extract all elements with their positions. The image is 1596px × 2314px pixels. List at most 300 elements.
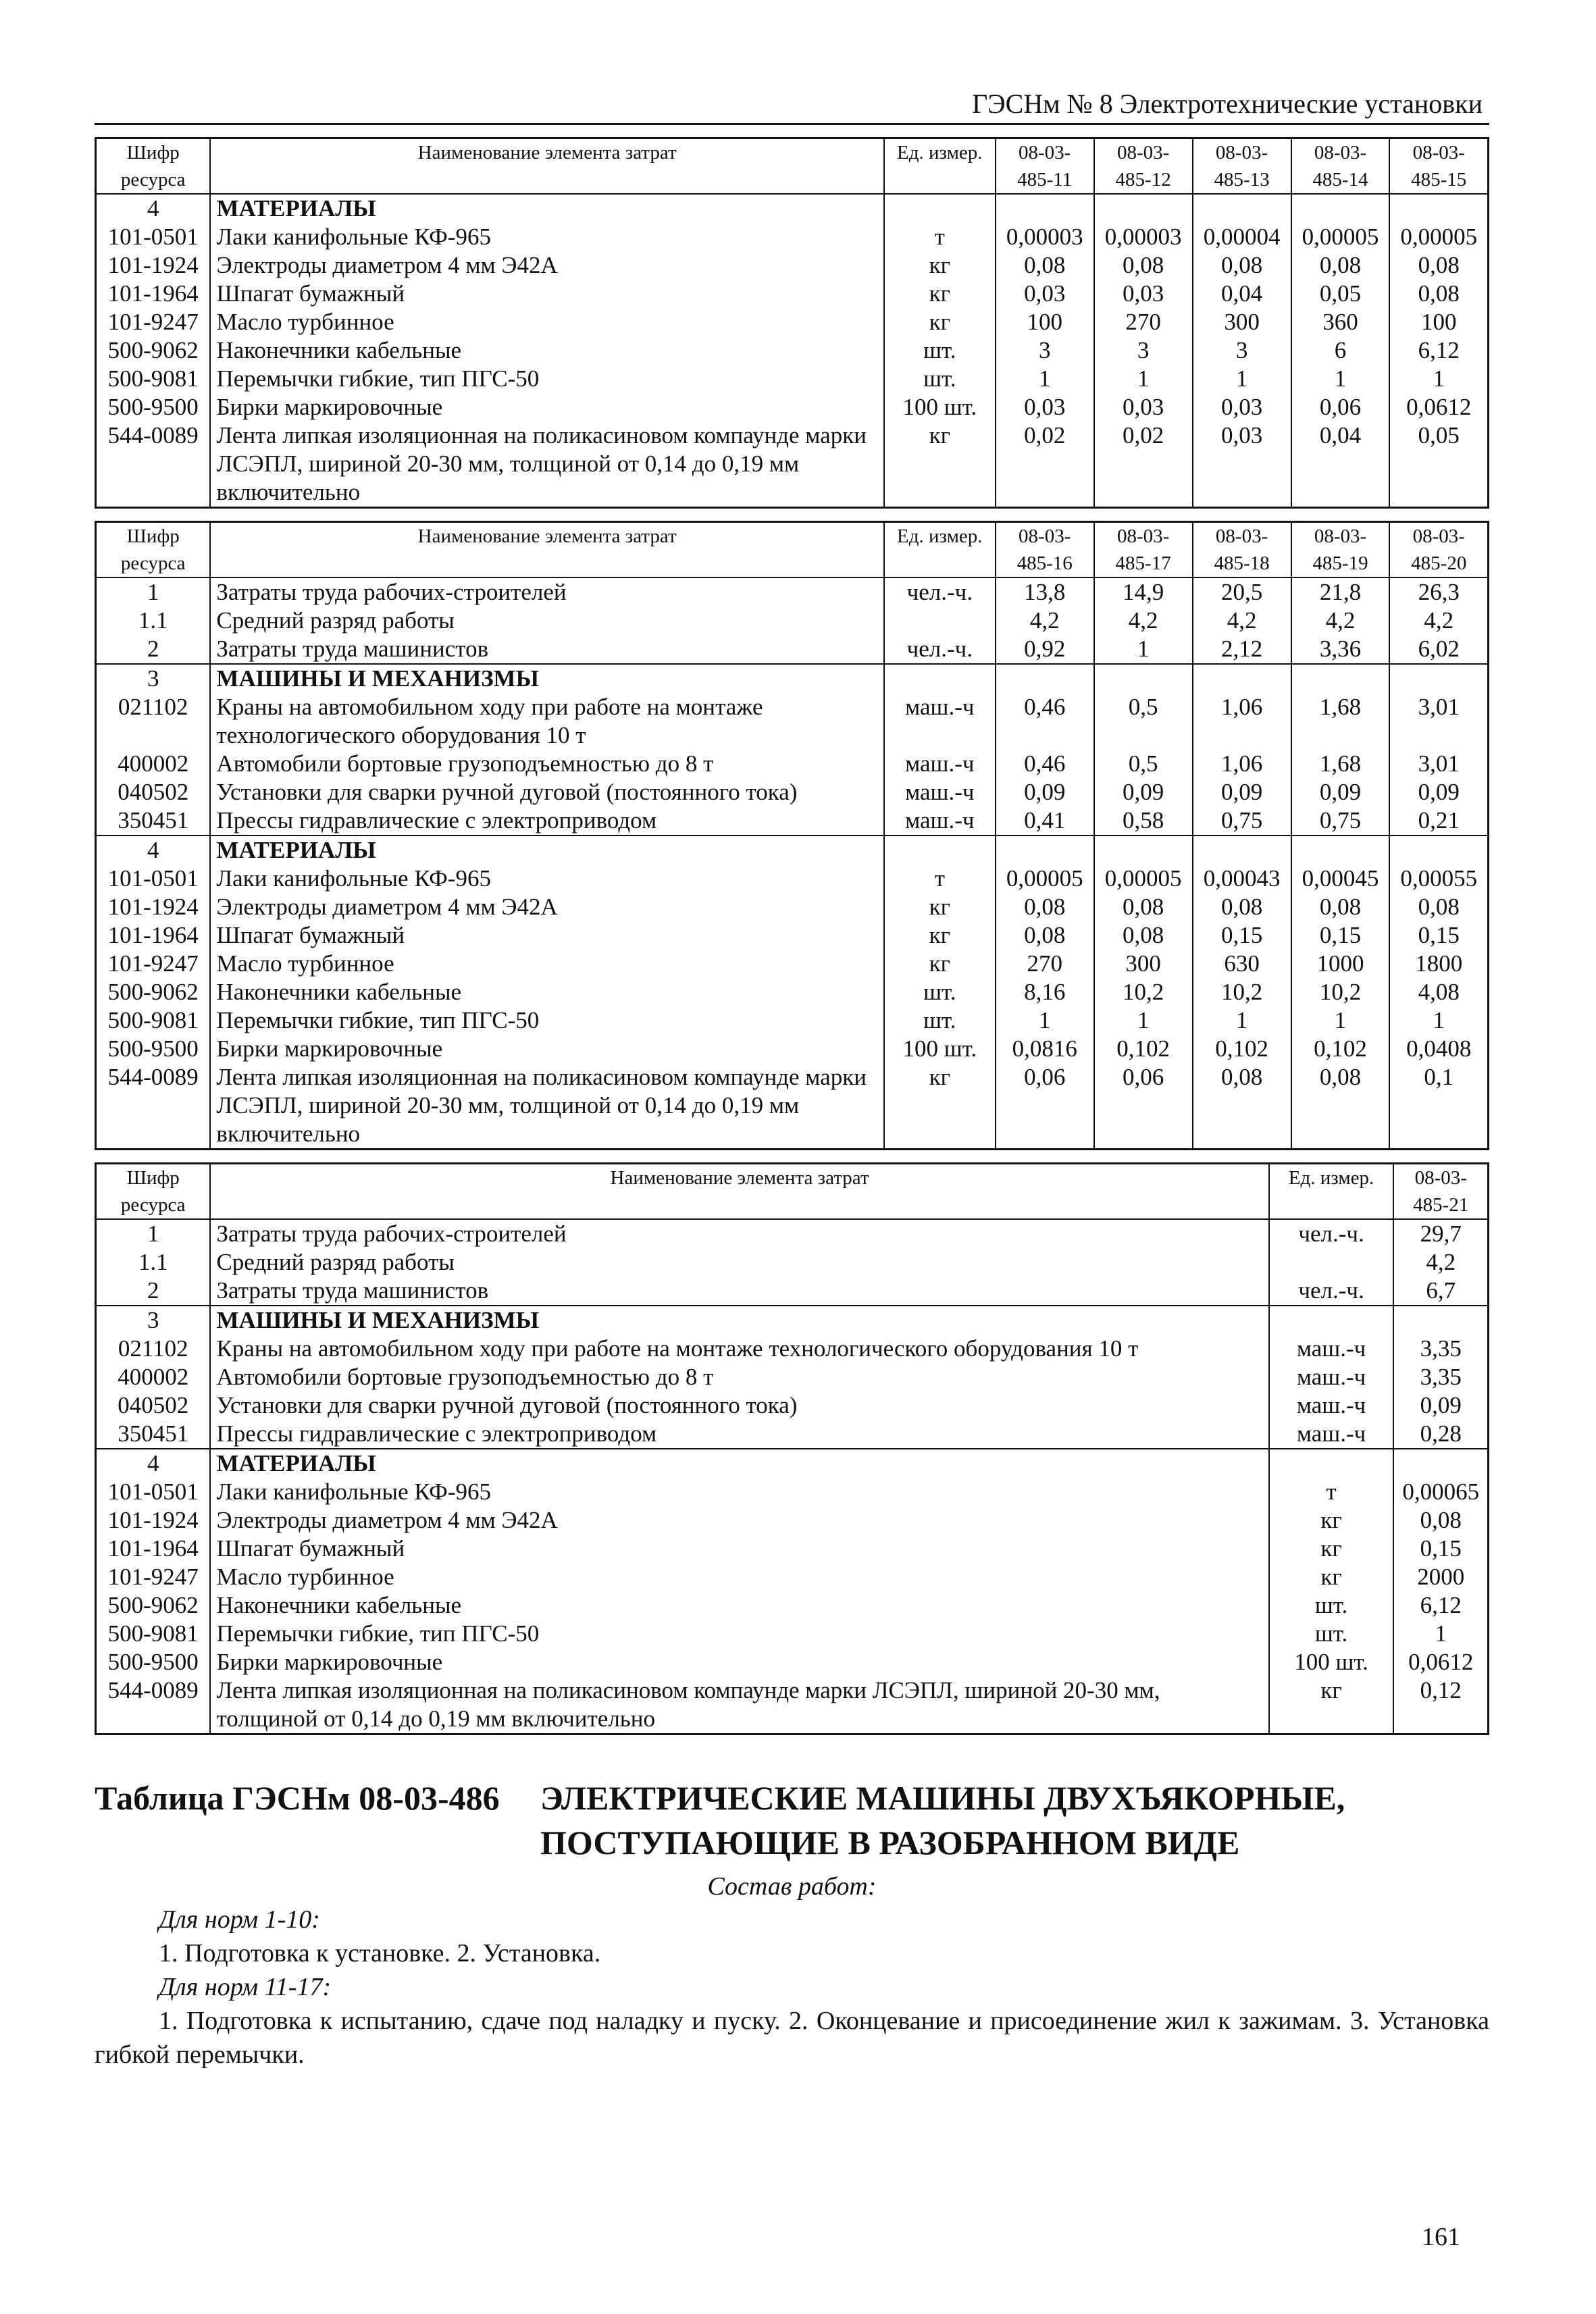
table-row [96, 693, 1489, 750]
table-row [96, 223, 1489, 251]
resource-unit [884, 835, 996, 865]
resource-unit [1269, 1306, 1394, 1335]
resource-unit: маш.-ч [1269, 1363, 1394, 1391]
resource-name: МАШИНЫ И МЕХАНИЗМЫ [210, 1306, 1268, 1335]
resource-code: 1.1 [96, 1248, 211, 1277]
resource-code: 101-1964 [96, 280, 211, 308]
resource-code: 400002 [96, 750, 211, 778]
norm-value: 0,04 [1291, 421, 1390, 508]
norm-value: 0,41 [996, 806, 1094, 835]
norm-value: 0,08 [1291, 1063, 1390, 1150]
resource-unit: чел.-ч. [1269, 1219, 1394, 1248]
resource-unit: чел.-ч. [884, 577, 996, 607]
norm-value: 100 [996, 308, 1094, 336]
norm-value [1193, 664, 1291, 693]
norm-value: 300 [1193, 308, 1291, 336]
norm-value [1393, 1449, 1488, 1478]
norm-value: 0,09 [1291, 778, 1390, 806]
header-name: Наименование элемента затрат [210, 522, 883, 578]
norm-value: 1 [996, 365, 1094, 393]
norm-value: 1,68 [1291, 693, 1390, 750]
resource-name: Бирки маркировочные [210, 1648, 1268, 1676]
norm-value: 20,5 [1193, 577, 1291, 607]
norm-value: 13,8 [996, 577, 1094, 607]
header-norm-code: 08-03-485-19 [1291, 522, 1390, 578]
resource-unit: кг [1269, 1676, 1394, 1734]
norm-value: 0,08 [1393, 1506, 1488, 1535]
norm-value: 1 [1389, 365, 1488, 393]
header-code: Шифр ресурса [96, 138, 211, 195]
resource-code: 021102 [96, 1335, 211, 1363]
resource-name: Лаки канифольные КФ-965 [210, 223, 883, 251]
resource-unit: 100 шт. [884, 1035, 996, 1063]
resource-code: 1 [96, 1219, 211, 1248]
table-row [96, 280, 1489, 308]
norm-value [1389, 664, 1488, 693]
norm-value: 0,00005 [1389, 223, 1488, 251]
resource-name: Лаки канифольные КФ-965 [210, 865, 883, 893]
norm-value: 10,2 [1094, 978, 1193, 1006]
header-norm-code: 08-03-485-13 [1193, 138, 1291, 195]
table-row [96, 251, 1489, 280]
resource-unit [1269, 1248, 1394, 1277]
norm-value [1389, 835, 1488, 865]
norm-value: 0,00005 [1094, 865, 1193, 893]
section-row [96, 1449, 1489, 1478]
norm-value: 6,7 [1393, 1277, 1488, 1306]
norm-value: 0,0612 [1389, 393, 1488, 421]
section-row [96, 835, 1489, 865]
norm-value: 0,08 [1291, 893, 1390, 921]
norm-heading-1: Для норм 1-10: [159, 1905, 320, 1934]
norm-value: 4,2 [1094, 607, 1193, 635]
section-row [96, 1306, 1489, 1335]
table-row [96, 806, 1489, 835]
norm-value: 0,102 [1193, 1035, 1291, 1063]
resource-name: Бирки маркировочные [210, 393, 883, 421]
resource-name: Лента липкая изоляционная на поликасиновом компаунде марки ЛСЭПЛ, шириной 20-30 мм, толщиной от 0,14 до 0,19 мм включительно [210, 1063, 883, 1150]
norm-value: 0,102 [1291, 1035, 1390, 1063]
norm-value [1094, 835, 1193, 865]
norm-value: 1 [1393, 1620, 1488, 1648]
resource-name: Лента липкая изоляционная на поликасиновом компаунде марки ЛСЭПЛ, шириной 20-30 мм, толщиной от 0,14 до 0,19 мм включительно [210, 1676, 1268, 1734]
resource-code: 101-1964 [96, 1535, 211, 1563]
norm-value: 0,21 [1389, 806, 1488, 835]
norm-value: 0,08 [1094, 893, 1193, 921]
norm-value: 0,15 [1389, 921, 1488, 950]
resource-name: Перемычки гибкие, тип ПГС-50 [210, 1620, 1268, 1648]
resource-code: 1 [96, 577, 211, 607]
norm-value: 0,05 [1291, 280, 1390, 308]
resource-code: 101-1924 [96, 893, 211, 921]
table-row [96, 421, 1489, 508]
header-norm-code: 08-03-485-15 [1389, 138, 1488, 195]
resource-name: Шпагат бумажный [210, 280, 883, 308]
table-header-row [96, 522, 1489, 578]
norm-value: 1,06 [1193, 750, 1291, 778]
norm-value: 0,08 [1389, 280, 1488, 308]
norm-value: 0,09 [1393, 1391, 1488, 1420]
resource-name: Наконечники кабельные [210, 336, 883, 365]
norm-value: 1 [1291, 365, 1390, 393]
norm-value: 0,46 [996, 693, 1094, 750]
resource-unit: кг [884, 921, 996, 950]
resource-name: Перемычки гибкие, тип ПГС-50 [210, 1006, 883, 1035]
norm-value: 0,03 [1193, 393, 1291, 421]
header-code: Шифр ресурса [96, 1164, 211, 1220]
resource-unit: маш.-ч [1269, 1420, 1394, 1449]
table-row [96, 1219, 1489, 1248]
norm-value: 6 [1291, 336, 1390, 365]
norm-value: 0,08 [1193, 893, 1291, 921]
resource-code: 101-1924 [96, 251, 211, 280]
resource-code: 101-1924 [96, 1506, 211, 1535]
norm-value: 0,08 [996, 251, 1094, 280]
resource-code: 544-0089 [96, 1063, 211, 1150]
norm-value: 0,03 [1193, 421, 1291, 508]
resource-code: 2 [96, 1277, 211, 1306]
section-row [96, 194, 1489, 223]
norm-value: 360 [1291, 308, 1390, 336]
norm-value: 0,15 [1193, 921, 1291, 950]
norm-value: 0,5 [1094, 750, 1193, 778]
resource-code: 500-9500 [96, 393, 211, 421]
norm-value: 0,08 [1094, 921, 1193, 950]
resource-code: 3 [96, 664, 211, 693]
norm-value [1094, 194, 1193, 223]
resource-unit: кг [884, 1063, 996, 1150]
resource-code: 500-9062 [96, 1591, 211, 1620]
norm-value: 0,03 [996, 393, 1094, 421]
resource-name: Бирки маркировочные [210, 1035, 883, 1063]
norm-value: 0,00003 [1094, 223, 1193, 251]
table-row [96, 1391, 1489, 1420]
norm-value: 29,7 [1393, 1219, 1488, 1248]
norm-value [1389, 194, 1488, 223]
resource-code: 4 [96, 194, 211, 223]
resource-name: Электроды диаметром 4 мм Э42А [210, 1506, 1268, 1535]
resource-code: 350451 [96, 1420, 211, 1449]
norm-value: 0,00065 [1393, 1478, 1488, 1506]
norm-value: 0,03 [996, 280, 1094, 308]
header-norm-code: 08-03-485-20 [1389, 522, 1488, 578]
header-norm-code: 08-03-485-21 [1393, 1164, 1488, 1220]
table-row [96, 308, 1489, 336]
norm-value: 0,02 [1094, 421, 1193, 508]
norm-value: 0,00004 [1193, 223, 1291, 251]
resource-name: Средний разряд работы [210, 607, 883, 635]
norm-value: 0,08 [1193, 251, 1291, 280]
resource-name: МАТЕРИАЛЫ [210, 835, 883, 865]
resource-unit [884, 607, 996, 635]
norm-value: 0,00045 [1291, 865, 1390, 893]
document-page [95, 88, 1489, 2072]
resource-unit: чел.-ч. [1269, 1277, 1394, 1306]
resource-code: 350451 [96, 806, 211, 835]
resource-name: Автомобили бортовые грузоподъемностью до 8 т [210, 1363, 1268, 1391]
norm-value: 0,03 [1094, 393, 1193, 421]
norm-value: 2,12 [1193, 635, 1291, 664]
norm-value: 0,06 [996, 1063, 1094, 1150]
resource-name: Наконечники кабельные [210, 1591, 1268, 1620]
norm-value: 0,12 [1393, 1676, 1488, 1734]
table-row [96, 921, 1489, 950]
table-row [96, 778, 1489, 806]
norm-value: 0,15 [1393, 1535, 1488, 1563]
table-row [96, 1248, 1489, 1277]
resource-unit: т [884, 223, 996, 251]
running-header: ГЭСНм № 8 Электротехнические установки [95, 88, 1489, 125]
norm-value: 4,08 [1389, 978, 1488, 1006]
resource-unit: шт. [1269, 1591, 1394, 1620]
table-row [96, 1535, 1489, 1563]
norm-value: 3 [996, 336, 1094, 365]
norm-value: 0,15 [1291, 921, 1390, 950]
norm-value: 0,5 [1094, 693, 1193, 750]
resource-unit: маш.-ч [884, 693, 996, 750]
norm-value: 0,00005 [996, 865, 1094, 893]
resource-unit: шт. [884, 1006, 996, 1035]
norm-value: 270 [1094, 308, 1193, 336]
resource-unit: кг [884, 950, 996, 978]
resource-unit: маш.-ч [884, 750, 996, 778]
table-heading [95, 1776, 1489, 1865]
resource-unit: шт. [884, 365, 996, 393]
resource-unit: шт. [1269, 1620, 1394, 1648]
section-row [96, 664, 1489, 693]
norm-value: 0,06 [1094, 1063, 1193, 1150]
norm-value: 4,2 [1291, 607, 1390, 635]
header-norm-code: 08-03-485-12 [1094, 138, 1193, 195]
norm-value [1094, 664, 1193, 693]
resource-unit [884, 664, 996, 693]
norm-value [996, 835, 1094, 865]
norm-value: 1 [1291, 1006, 1390, 1035]
resource-name: Прессы гидравлические с электроприводом [210, 1420, 1268, 1449]
header-norm-code: 08-03-485-18 [1193, 522, 1291, 578]
resource-name: Электроды диаметром 4 мм Э42А [210, 893, 883, 921]
table-row [96, 1420, 1489, 1449]
norm-value [1193, 835, 1291, 865]
norm-text-2: 1. Подготовка к испытанию, сдаче под наладку и пуску. 2. Оконцевание и присоединение жил к зажимам. 3. Установка гибкой перемычки. [95, 2007, 1489, 2069]
norm-value: 1 [996, 1006, 1094, 1035]
norm-value: 300 [1094, 950, 1193, 978]
norm-value: 26,3 [1389, 577, 1488, 607]
norm-value: 100 [1389, 308, 1488, 336]
norm-value: 4,2 [1393, 1248, 1488, 1277]
norm-value: 1 [1094, 635, 1193, 664]
resource-code: 021102 [96, 693, 211, 750]
norm-value: 3,35 [1393, 1363, 1488, 1391]
norm-value: 0,03 [1094, 280, 1193, 308]
table-row [96, 577, 1489, 607]
resource-unit: маш.-ч [884, 778, 996, 806]
norm-value: 1,68 [1291, 750, 1390, 778]
resource-name: Краны на автомобильном ходу при работе на монтаже технологического оборудования 10 т [210, 693, 883, 750]
header-unit: Ед. измер. [1269, 1164, 1394, 1220]
norm-value [1291, 194, 1390, 223]
norm-value: 0,06 [1291, 393, 1390, 421]
resource-code: 544-0089 [96, 421, 211, 508]
header-code: Шифр ресурса [96, 522, 211, 578]
norm-value: 0,0816 [996, 1035, 1094, 1063]
resource-code: 500-9062 [96, 336, 211, 365]
resource-code: 500-9500 [96, 1648, 211, 1676]
header-norm-code: 08-03-485-11 [996, 138, 1094, 195]
norm-value: 14,9 [1094, 577, 1193, 607]
norm-value: 0,58 [1094, 806, 1193, 835]
resource-code: 544-0089 [96, 1676, 211, 1734]
resource-code: 101-9247 [96, 950, 211, 978]
resource-code: 101-9247 [96, 1563, 211, 1591]
resource-name: Затраты труда машинистов [210, 1277, 1268, 1306]
table-row [96, 1035, 1489, 1063]
table-row [96, 1591, 1489, 1620]
resource-name: Масло турбинное [210, 950, 883, 978]
table-row [96, 1676, 1489, 1734]
resource-name: МАШИНЫ И МЕХАНИЗМЫ [210, 664, 883, 693]
norm-value: 3 [1094, 336, 1193, 365]
norm-value: 0,02 [996, 421, 1094, 508]
norm-value: 0,102 [1094, 1035, 1193, 1063]
norm-value: 0,09 [1389, 778, 1488, 806]
table-row [96, 635, 1489, 664]
norm-value: 6,12 [1393, 1591, 1488, 1620]
norm-value: 10,2 [1291, 978, 1390, 1006]
norm-value [996, 664, 1094, 693]
header-norm-code: 08-03-485-14 [1291, 138, 1390, 195]
resource-name: МАТЕРИАЛЫ [210, 194, 883, 223]
table-row [96, 1006, 1489, 1035]
norm-value: 0,08 [996, 893, 1094, 921]
resource-unit: маш.-ч [1269, 1335, 1394, 1363]
table-label: Таблица ГЭСНм 08-03-486 [95, 1779, 500, 1817]
norm-value: 0,75 [1193, 806, 1291, 835]
resource-code: 101-0501 [96, 1478, 211, 1506]
resource-name: Краны на автомобильном ходу при работе на монтаже технологического оборудования 10 т [210, 1335, 1268, 1363]
resource-name: Шпагат бумажный [210, 1535, 1268, 1563]
resource-table-1 [95, 137, 1489, 509]
resource-code: 101-0501 [96, 865, 211, 893]
resource-table-2 [95, 521, 1489, 1150]
norm-value: 21,8 [1291, 577, 1390, 607]
norm-heading-2: Для норм 11-17: [159, 1973, 332, 2001]
norm-value: 0,0408 [1389, 1035, 1488, 1063]
table-row [96, 607, 1489, 635]
resource-name: Затраты труда рабочих-строителей [210, 1219, 1268, 1248]
resource-name: Прессы гидравлические с электроприводом [210, 806, 883, 835]
norm-value: 1000 [1291, 950, 1390, 978]
norm-value: 0,08 [1094, 251, 1193, 280]
norm-value: 3,36 [1291, 635, 1390, 664]
norm-value: 3,35 [1393, 1335, 1488, 1363]
norm-value: 0,08 [1291, 251, 1390, 280]
norm-value: 1800 [1389, 950, 1488, 978]
norm-value: 3 [1193, 336, 1291, 365]
table-header-row [96, 1164, 1489, 1220]
resource-unit: кг [1269, 1506, 1394, 1535]
norm-value: 0,09 [1094, 778, 1193, 806]
table-row [96, 1563, 1489, 1591]
resource-code: 2 [96, 635, 211, 664]
norm-value: 0,08 [1389, 893, 1488, 921]
resource-name: Лаки канифольные КФ-965 [210, 1478, 1268, 1506]
norm-value: 3,01 [1389, 750, 1488, 778]
norm-value: 1 [1193, 1006, 1291, 1035]
resource-unit [1269, 1449, 1394, 1478]
norm-value: 6,12 [1389, 336, 1488, 365]
resource-code: 040502 [96, 1391, 211, 1420]
table-row [96, 1506, 1489, 1535]
resource-name: МАТЕРИАЛЫ [210, 1449, 1268, 1478]
norm-value: 1 [1094, 1006, 1193, 1035]
norm-value: 630 [1193, 950, 1291, 978]
norm-value: 3,01 [1389, 693, 1488, 750]
table-row [96, 893, 1489, 921]
resource-name: Электроды диаметром 4 мм Э42А [210, 251, 883, 280]
resource-code: 1.1 [96, 607, 211, 635]
table-title: ЭЛЕКТРИЧЕСКИЕ МАШИНЫ ДВУХЪЯКОРНЫЕ, ПОСТУПАЮЩИЕ В РАЗОБРАННОМ ВИДЕ [540, 1779, 1345, 1861]
norm-value: 4,2 [996, 607, 1094, 635]
table-row [96, 1363, 1489, 1391]
header-unit: Ед. измер. [884, 138, 996, 195]
resource-code: 400002 [96, 1363, 211, 1391]
resource-name: Установки для сварки ручной дуговой (постоянного тока) [210, 778, 883, 806]
resource-unit: маш.-ч [884, 806, 996, 835]
resource-unit: кг [1269, 1563, 1394, 1591]
resource-code: 040502 [96, 778, 211, 806]
header-norm-code: 08-03-485-17 [1094, 522, 1193, 578]
resource-code: 500-9062 [96, 978, 211, 1006]
resource-code: 101-9247 [96, 308, 211, 336]
table-row [96, 1478, 1489, 1506]
resource-code: 500-9500 [96, 1035, 211, 1063]
norm-value: 8,16 [996, 978, 1094, 1006]
resource-name: Затраты труда машинистов [210, 635, 883, 664]
resource-name: Автомобили бортовые грузоподъемностью до 8 т [210, 750, 883, 778]
table-row [96, 336, 1489, 365]
resource-code: 101-0501 [96, 223, 211, 251]
resource-unit [884, 194, 996, 223]
table-row [96, 365, 1489, 393]
resource-unit: т [884, 865, 996, 893]
table-row [96, 1277, 1489, 1306]
resource-code: 500-9081 [96, 1006, 211, 1035]
table-row [96, 1648, 1489, 1676]
norm-value: 0,08 [1389, 251, 1488, 280]
resource-name: Перемычки гибкие, тип ПГС-50 [210, 365, 883, 393]
norm-value: 0,75 [1291, 806, 1390, 835]
norm-value: 1,06 [1193, 693, 1291, 750]
norm-value: 0,08 [1193, 1063, 1291, 1150]
resource-unit: кг [884, 893, 996, 921]
resource-code: 101-1964 [96, 921, 211, 950]
resource-table-3 [95, 1162, 1489, 1735]
resource-unit: т [1269, 1478, 1394, 1506]
norm-value: 2000 [1393, 1563, 1488, 1591]
resource-name: Лента липкая изоляционная на поликасиновом компаунде марки ЛСЭПЛ, шириной 20-30 мм, толщиной от 0,14 до 0,19 мм включительно [210, 421, 883, 508]
resource-unit: 100 шт. [884, 393, 996, 421]
norm-value: 0,09 [1193, 778, 1291, 806]
norm-value: 0,00003 [996, 223, 1094, 251]
norm-value: 0,00055 [1389, 865, 1488, 893]
table-row [96, 750, 1489, 778]
resource-code: 500-9081 [96, 365, 211, 393]
norm-value: 6,02 [1389, 635, 1488, 664]
table-row [96, 393, 1489, 421]
table-header-row [96, 138, 1489, 195]
norm-value: 270 [996, 950, 1094, 978]
